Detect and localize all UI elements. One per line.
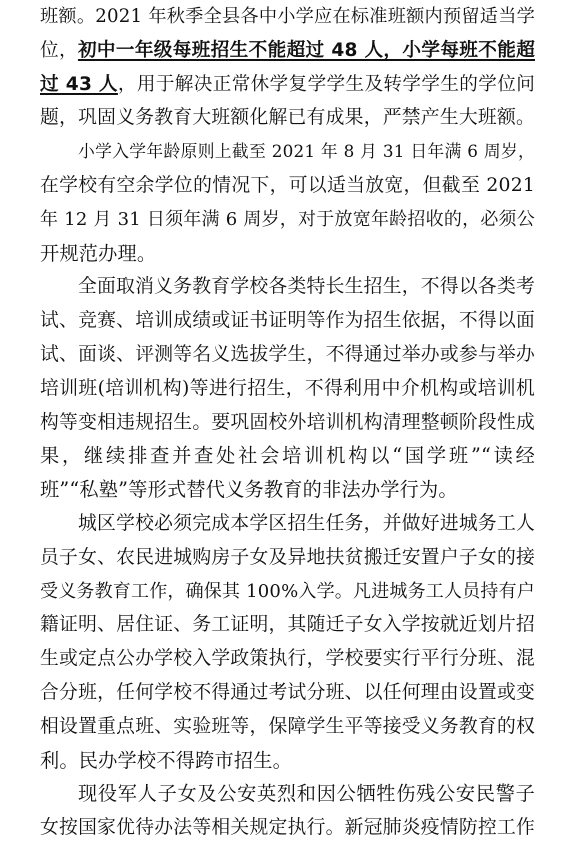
text-segment: 班额。2021 年秋季全县各中小学应在标准班额内预留适当学 (40, 6, 535, 27)
text-segment: 城区学校必须完成本学区招生任务，并做好进城务工人 (78, 512, 535, 534)
document-page (40, 0, 535, 845)
text-line (40, 304, 535, 338)
paragraph-enrollment-age (40, 135, 535, 270)
text-line (40, 439, 535, 473)
text-segment: 员子女、农民进城购房子女及异地扶贫搬迁安置户子女的接 (40, 546, 535, 568)
text-line (40, 541, 535, 575)
text-segment: 班”“私塾”等形式替代义务教育的非法办学行为。 (40, 478, 458, 502)
text-line (40, 811, 535, 845)
text-segment: 试、竞赛、培训成绩或证书证明等作为招生依据，不得以面 (40, 310, 535, 332)
emphasized-text: 过 43 人 (40, 73, 118, 95)
text-segment: 受义务教育工作，确保其 100%入学。凡进城务工人员持有户 (40, 580, 535, 602)
text-segment: 利。民办学校不得跨市招生。 (40, 748, 293, 772)
text-line (40, 101, 535, 135)
text-line (40, 608, 535, 642)
text-line (40, 710, 535, 744)
text-segment: 位， (40, 39, 78, 61)
text-segment: 题，巩固义务教育大班额化解已有成果，严禁产生大班额。 (40, 107, 535, 129)
paragraph-class-size (40, 0, 535, 135)
text-line (40, 473, 535, 507)
text-segment: 合分班，任何学校不得通过考试分班、以任何理由设置或变 (40, 681, 535, 703)
text-line (40, 372, 535, 406)
emphasized-text: 初中一年级每班招生不能超过 48 人，小学每班不能超 (77, 39, 535, 61)
text-line (40, 203, 535, 237)
text-segment: 构等变相违规招生。要巩固校外培训机构清理整顿阶段性成 (40, 411, 535, 433)
text-line (40, 169, 535, 203)
text-segment: 果，继续排查并查处社会培训机构以“国学班”“读经 (40, 444, 535, 468)
text-line (40, 0, 535, 34)
text-line (40, 237, 535, 271)
text-segment: 现役军人子女及公安英烈和因公牺牲伤残公安民警子 (78, 782, 535, 806)
text-line (40, 338, 535, 372)
text-line (40, 34, 535, 68)
text-line (40, 507, 535, 541)
text-segment: 在学校有空余学位的情况下，可以适当放宽，但截至 2021 (40, 174, 535, 196)
text-segment: 相设置重点班、实验班等，保障学生平等接受义务教育的权 (40, 715, 535, 737)
text-line (40, 777, 535, 811)
text-line (40, 744, 535, 778)
text-segment: ，用于解决正常休学复学学生及转学学生的学位问 (117, 73, 535, 95)
text-line (40, 135, 535, 169)
text-segment: 籍证明、居住证、务工证明，其随迁子女入学按就近划片招 (40, 614, 535, 636)
text-line (40, 642, 535, 676)
text-segment: 全面取消义务教育学校各类特长生招生，不得以各类考 (78, 276, 535, 298)
text-segment: 小学入学年龄原则上截至 2021 年 8 月 31 日年满 6 周岁， (78, 141, 535, 162)
text-segment: 试、面谈、评测等名义选拔学生，不得通过举办或参与举办 (40, 343, 535, 365)
paragraph-special-talent (40, 270, 535, 507)
paragraph-urban-schools (40, 507, 535, 777)
text-line (40, 406, 535, 440)
paragraph-military-families (40, 777, 535, 845)
text-line (40, 68, 535, 102)
text-line (40, 575, 535, 609)
text-segment: 年 12 月 31 日须年满 6 周岁，对于放宽年龄招收的，必须公 (40, 208, 535, 230)
text-segment: 女按国家优待办法等相关规定执行。新冠肺炎疫情防控工作 (40, 817, 535, 839)
text-segment: 生或定点公办学校入学政策执行，学校要实行平行分班、混 (40, 648, 535, 670)
text-line (40, 270, 535, 304)
text-segment: 开规范办理。 (40, 241, 157, 265)
text-segment: 培训班(培训机构)等进行招生，不得利用中介机构或培训机 (40, 377, 535, 399)
text-line (40, 676, 535, 710)
